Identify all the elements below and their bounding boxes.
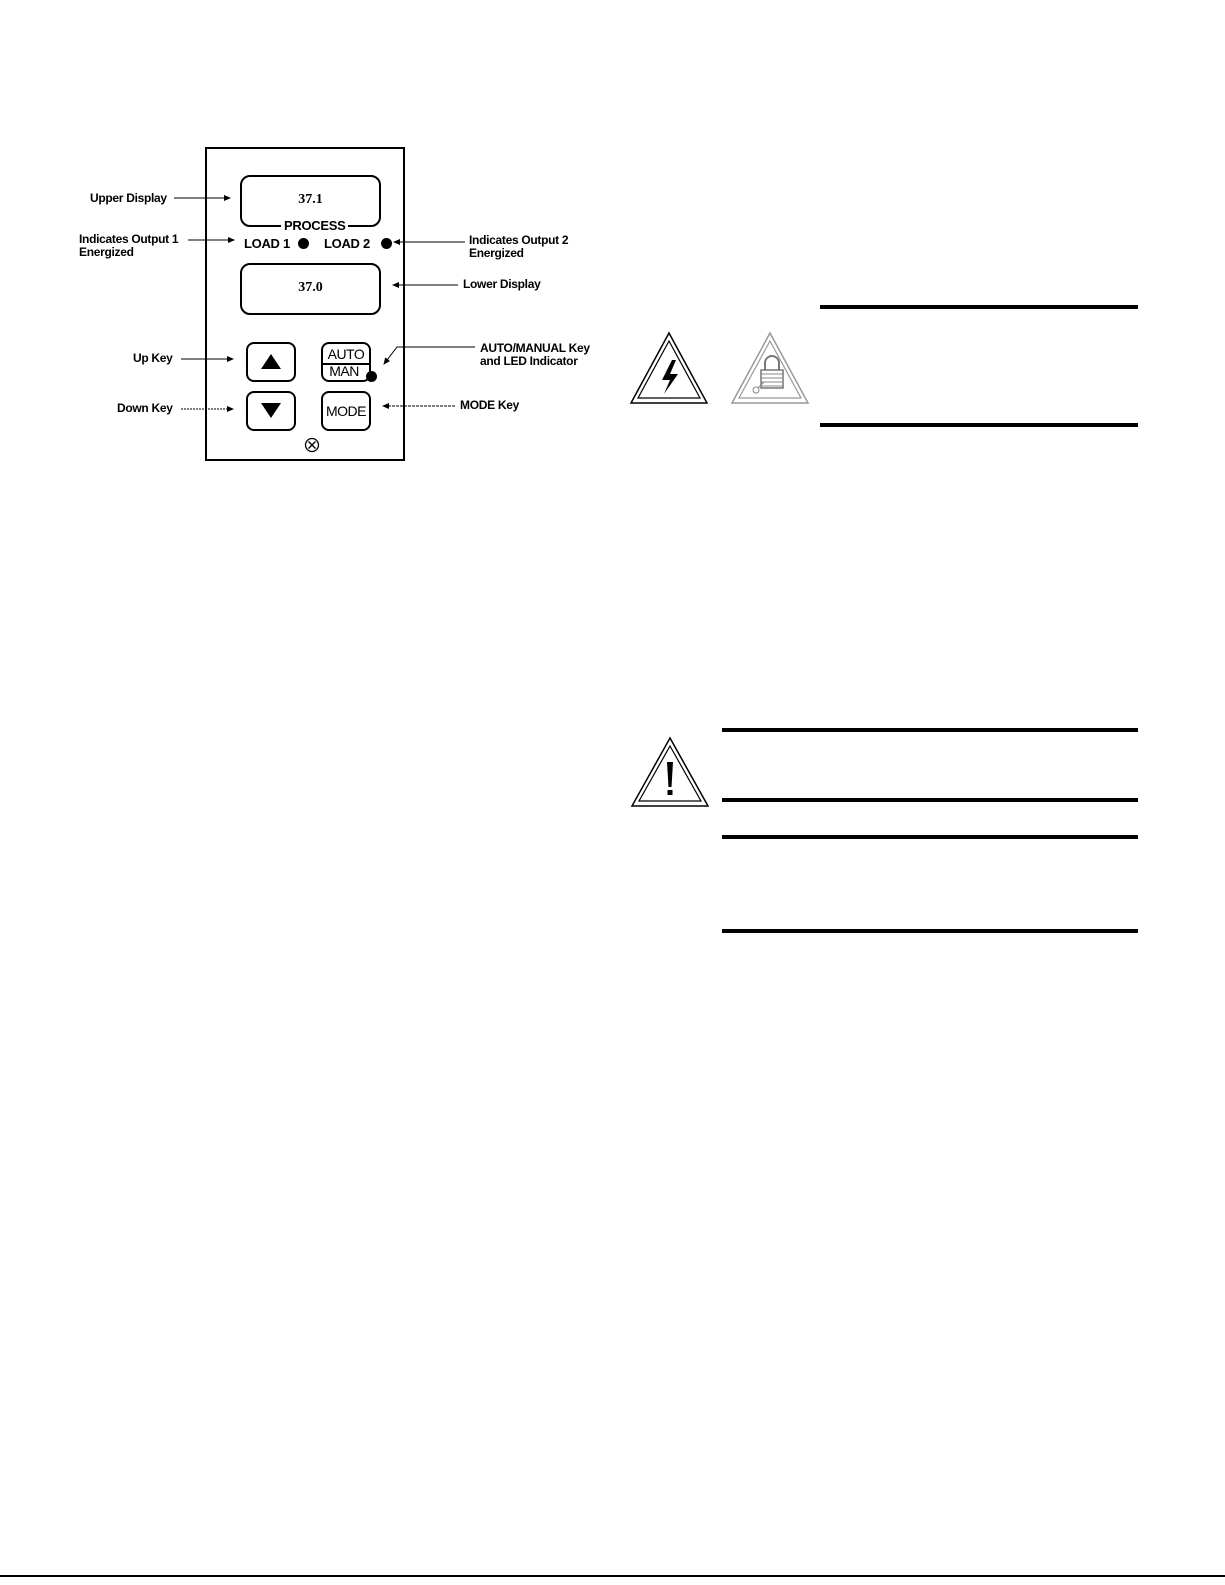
auto-manual-callout-line1: AUTO/MANUAL Key [480,341,590,355]
lockout-padlock-icon [729,330,811,406]
lower-display-callout: Lower Display [463,277,541,291]
caution-block-top-rule [722,728,1138,732]
load2-label: LOAD 2 [324,236,370,251]
output1-callout-line2: Energized [79,245,134,259]
note-block-bottom-rule [722,929,1138,933]
down-key-callout: Down Key [117,401,173,415]
hazard-block-top-rule [820,305,1138,309]
electrical-hazard-warning-icon [628,330,710,406]
process-label: PROCESS [281,219,348,232]
hazard-block-bottom-rule [820,423,1138,427]
page-bottom-rule [0,1575,1225,1577]
caution-block-bottom-rule [722,798,1138,802]
note-block-top-rule [722,835,1138,839]
auto-manual-callout-line2: and LED Indicator [480,354,578,368]
output1-callout-line1: Indicates Output 1 [79,232,179,246]
auto-manual-arrow [384,347,475,364]
mode-key-callout: MODE Key [460,398,519,412]
upper-display-value: 37.1 [298,192,323,207]
load1-label: LOAD 1 [244,236,290,251]
lower-display-value: 37.0 [298,280,323,295]
man-label: MAN [329,363,359,379]
mode-label: MODE [326,403,366,419]
upper-display-callout: Upper Display [90,191,167,205]
output2-callout-line1: Indicates Output 2 [469,233,569,247]
output2-callout-line2: Energized [469,246,524,260]
auto-label: AUTO [327,346,365,362]
caution-exclamation-icon [629,735,711,809]
up-key-callout: Up Key [133,351,173,365]
